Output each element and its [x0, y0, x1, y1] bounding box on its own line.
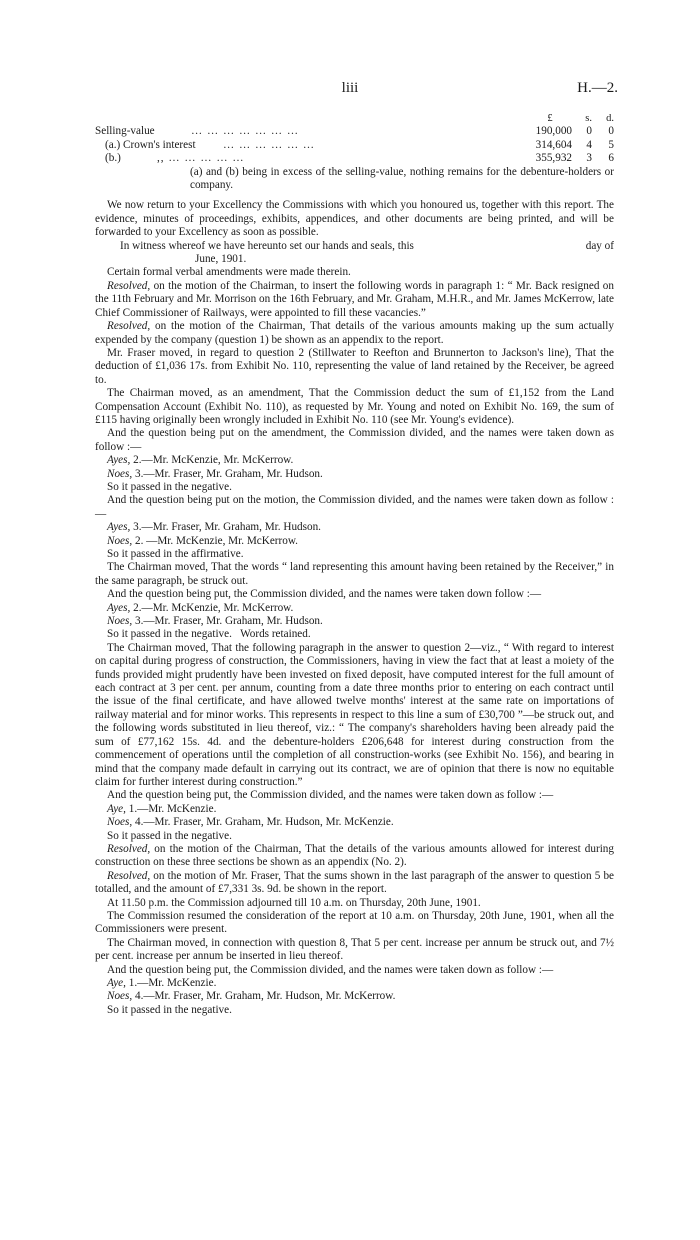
valuation-note: (a) and (b) being in excess of the selling-value, nothing remains for the debenture-holders or company. — [190, 165, 614, 192]
valuation-row: (b.) ,, … … … … … 355,932 3 6 — [105, 152, 614, 165]
minutes-paragraph: Resolved, on the motion of the Chairman, That the details of the various amounts allowed for interest during construction on these three sections be shown as an appendix (No. 2). — [95, 842, 614, 869]
noes-line: Noes, 4.—Mr. Fraser, Mr. Graham, Mr. Hudson, Mr. McKenzie. — [107, 816, 394, 829]
noes-line: Noes, 3.—Mr. Fraser, Mr. Graham, Mr. Hudson. — [107, 467, 323, 480]
return-paragraph: We now return to your Excellency the Commissions with which you honoured us, together with this report. The evidence, minutes of proceedings, exhibits, appendices, and other documents are being printed, and will be forwarded to your Excellency as soon as possible. — [95, 199, 614, 239]
minutes-paragraph: The Chairman moved, in connection with question 8, That 5 per cent. increase per annum be struck out, and 7½ per cent. increase per annum be inserted in lieu thereof. — [95, 936, 614, 963]
minutes-paragraph: The Chairman moved, That the words “ land representing this amount having been retained by the Receiver,” in the same paragraph, be struck out. — [95, 561, 614, 587]
ayes-line: Ayes, 2.—Mr. McKenzie, Mr. McKerrow. — [107, 454, 294, 467]
minutes-paragraph: The Chairman moved, That the following paragraph in the answer to question 2—viz., “ With regard to interest on capital during progress of construction, the Commissioners, having in view the fact that at least a moiety of the funds provided might prudently have been invested on fixed deposit, have computed interest for the full amount of each contract at 3 per cent. per annum, counting from a date three months prior to entering on each contract until the issue of the final certificate, and have allowed twelve months' interest at the same rate on importations of railway material and for minor works. This represents in respect to this line a sum of £30,700 ”—be struck out, and the following words substituted in lieu thereof, viz.: “ The company's shareholders having been already paid the sum of £77,162 15s. 4d. and the debenture-holders £206,648 for interest during construction from the commencement of operations until the completion of all construction-works (see Exhibit No. 156), and bearing in mind that the company made default in carrying out its contract, we are of opinion that there is now no equitable claim for further interest during construction.” — [95, 641, 614, 788]
ayes-line: Ayes, 3.—Mr. Fraser, Mr. Graham, Mr. Hudson. — [107, 521, 321, 534]
noes-line: Noes, 4.—Mr. Fraser, Mr. Graham, Mr. Hudson, Mr. McKerrow. — [107, 990, 396, 1003]
ayes-line: Aye, 1.—Mr. McKenzie. — [107, 977, 217, 989]
valuation-column-headers — [95, 112, 614, 125]
minutes-paragraph: Resolved, on the motion of the Chairman, That details of the various amounts making up the sum actually expended by the company (question 1) be shown as an appendix to the report. — [95, 320, 614, 346]
page-body — [95, 112, 614, 1017]
vote-result: So it passed in the negative. — [107, 480, 232, 493]
noes-line: Noes, 3.—Mr. Fraser, Mr. Graham, Mr. Hudson. — [107, 615, 323, 628]
vote-result: So it passed in the negative. Words retained. — [107, 628, 311, 641]
minutes-paragraph: Resolved, on the motion of Mr. Fraser, That the sums shown in the last paragraph of the answer to question 5 be totalled, and the amount of £7,331 3s. 9d. be shown in the report. — [95, 869, 614, 896]
valuation-row: (a.) Crown's interest … … … … … … 314,604 4 5 — [105, 138, 614, 151]
minutes-paragraph: The Commission resumed the consideration of the report at 10 a.m. on Thursday, 20th June, 1901, when all the Commissioners were present. — [95, 909, 614, 936]
vote-result: So it passed in the negative. — [107, 829, 232, 842]
vote-result: So it passed in the negative. — [107, 1003, 232, 1016]
minutes-paragraph: At 11.50 p.m. the Commission adjourned till 10 a.m. on Thursday, 20th June, 1901. — [107, 896, 481, 909]
minutes-paragraph: The Chairman moved, as an amendment, That the Commission deduct the sum of £1,152 from the Land Compensation Account (Exhibit No. 110), as requested by Mr. Young and noted on Exhibit No. 169, the sum of £115 having originally been wrongly included in Exhibit No. 110 (see Mr. Young's evidence). — [95, 387, 614, 426]
shillings-column-header: s. — [585, 113, 592, 124]
minutes-paragraph: And the question being put on the amendment, the Commission divided, and the names were taken down as follow :— — [95, 427, 614, 453]
minutes-paragraph: Certain formal verbal amendments were made therein. — [107, 266, 351, 279]
minutes-paragraph: Resolved, on the motion of the Chairman, to insert the following words in paragraph 1: “ Mr. Back resigned on the 11th February and Mr. Morrison on the 16th February, and Mr. Graham, M.H.R., and Mr. James McKerrow, late Chief Commissioner of Railways, were appointed to fill these vacancies.” — [95, 279, 614, 319]
minutes-paragraph: Mr. Fraser moved, in regard to question 2 (Stillwater to Reefton and Brunnerton to Jackson's line), That the deduction of £1,036 17s. from Exhibit No. 110, representing the value of land retained by the Receiver, be agreed to. — [95, 346, 614, 386]
pounds-column-header: £ — [547, 113, 553, 124]
pence-column-header: d. — [606, 113, 614, 124]
noes-line: Noes, 2. —Mr. McKenzie, Mr. McKerrow. — [107, 534, 298, 547]
witness-line: In witness whereof we have hereunto set our hands and seals, this day of — [120, 239, 614, 252]
witness-date: June, 1901. — [195, 253, 247, 266]
valuation-row: Selling-value … … … … … … … 190,000 0 0 — [95, 125, 614, 138]
vote-result: So it passed in the affirmative. — [107, 548, 244, 560]
minutes-paragraph: And the question being put on the motion, the Commission divided, and the names were taken down as follow :— — [95, 494, 614, 520]
document-reference: H.—2. — [577, 80, 618, 96]
minutes-paragraph: And the question being put, the Commission divided, and the names were taken down follow :— — [107, 588, 542, 601]
ayes-line: Aye, 1.—Mr. McKenzie. — [107, 802, 217, 815]
ayes-line: Ayes, 2.—Mr. McKenzie, Mr. McKerrow. — [107, 601, 294, 614]
minutes-paragraph: And the question being put, the Commission divided, and the names were taken down as follow :— — [107, 963, 554, 976]
minutes-paragraph: And the question being put, the Commission divided, and the names were taken down as follow :— — [107, 789, 554, 802]
page-number: liii — [341, 80, 359, 96]
